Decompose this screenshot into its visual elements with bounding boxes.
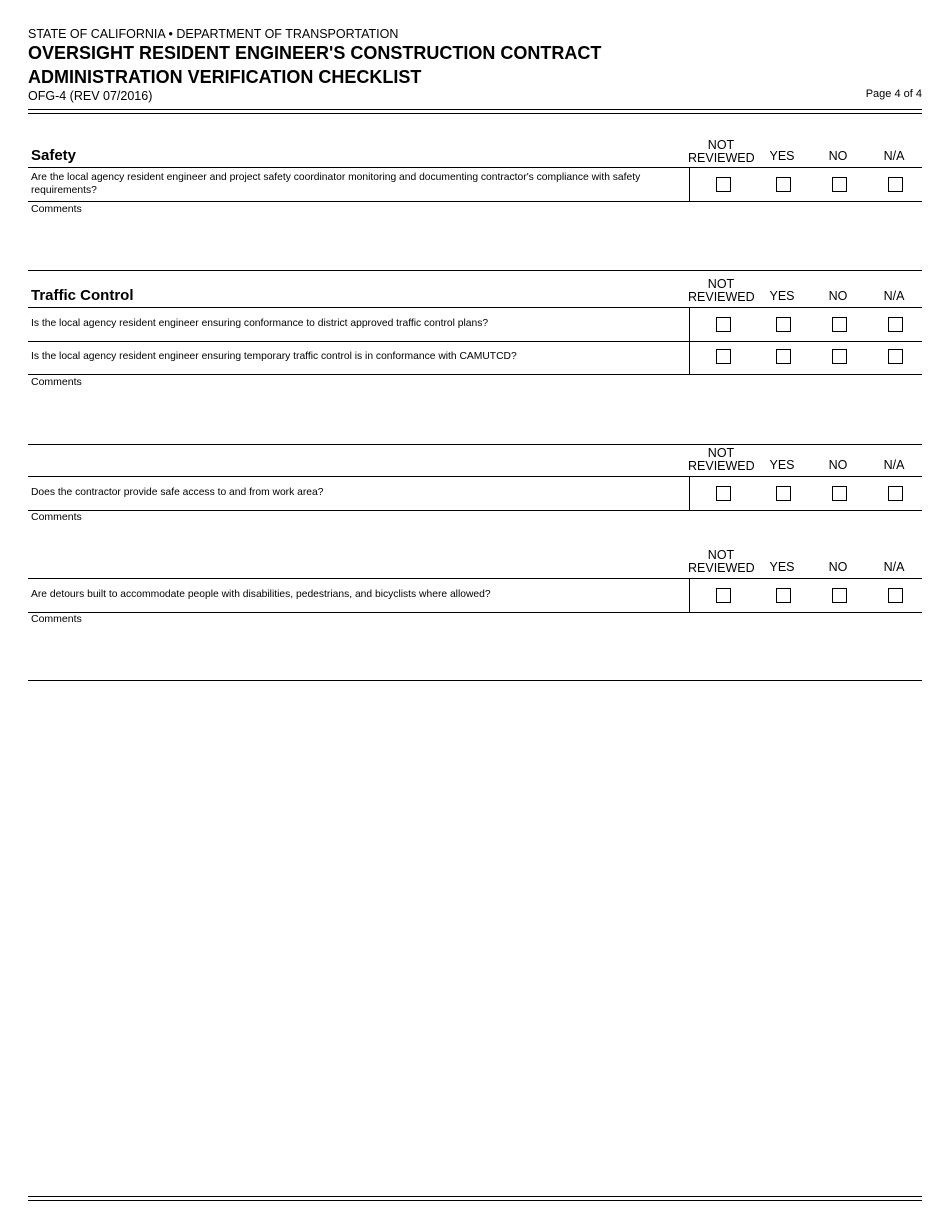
question-divider (689, 341, 690, 374)
checkbox-na[interactable] (888, 588, 903, 603)
col-header-reviewed: REVIEWED (688, 290, 755, 304)
checkbox-yes[interactable] (776, 317, 791, 332)
col-header-not: NOT (707, 446, 735, 460)
footer-rule-bottom (28, 1200, 922, 1201)
checkbox-not-reviewed[interactable] (716, 486, 731, 501)
checkbox-not-reviewed[interactable] (716, 177, 731, 192)
checkbox-not-reviewed[interactable] (716, 317, 731, 332)
col-header-reviewed: REVIEWED (688, 151, 755, 165)
question-row (28, 307, 922, 342)
question-text: Are the local agency resident engineer and project safety coordinator monitoring and documenting contractor's compliance with safety requirements? (31, 172, 641, 196)
col-header-not-reviewed (688, 447, 754, 473)
section-end-rule (28, 444, 922, 445)
col-header-yes: YES (769, 149, 795, 163)
section-end-rule (28, 680, 922, 681)
header-rule-top (28, 109, 922, 110)
checkbox-na[interactable] (888, 317, 903, 332)
agency-name: STATE OF CALIFORNIA • DEPARTMENT OF TRANSPORTATION (28, 27, 399, 41)
footer-rule-top (28, 1196, 922, 1197)
question-row (28, 578, 922, 613)
col-header-na: N/A (883, 289, 905, 303)
question-divider (689, 308, 690, 341)
section-title-safety: Safety (31, 147, 77, 164)
comments-label: Comments (31, 376, 82, 388)
col-header-yes: YES (769, 560, 795, 574)
col-header-no: NO (828, 289, 848, 303)
checkbox-no[interactable] (832, 349, 847, 364)
question-text: Is the local agency resident engineer ensuring temporary traffic control is in conformance with CAMUTCD? (31, 351, 517, 362)
checkbox-na[interactable] (888, 349, 903, 364)
comments-label: Comments (31, 203, 82, 215)
comments-label: Comments (31, 613, 82, 625)
header-rule-bottom (28, 113, 922, 114)
checkbox-no[interactable] (832, 486, 847, 501)
col-header-reviewed: REVIEWED (688, 459, 755, 473)
col-header-yes: YES (769, 458, 795, 472)
question-row (28, 341, 922, 375)
col-header-not-reviewed (688, 278, 754, 304)
col-header-na: N/A (883, 458, 905, 472)
question-row (28, 476, 922, 511)
question-divider (689, 579, 690, 612)
col-header-reviewed: REVIEWED (688, 561, 755, 575)
form-title-line-1: OVERSIGHT RESIDENT ENGINEER'S CONSTRUCTION CONTRACT (28, 43, 602, 63)
question-text: Does the contractor provide safe access to and from work area? (31, 487, 324, 498)
col-header-not: NOT (707, 548, 735, 562)
checkbox-yes[interactable] (776, 486, 791, 501)
checkbox-yes[interactable] (776, 588, 791, 603)
section-end-rule (28, 270, 922, 271)
section-title-traffic-control: Traffic Control (31, 287, 134, 304)
question-text: Are detours built to accommodate people with disabilities, pedestrians, and bicyclists where allowed? (31, 589, 491, 600)
col-header-no: NO (828, 560, 848, 574)
form-title-line-2: ADMINISTRATION VERIFICATION CHECKLIST (28, 67, 422, 87)
question-divider (689, 168, 690, 201)
col-header-not: NOT (707, 138, 735, 152)
col-header-na: N/A (883, 149, 905, 163)
checkbox-not-reviewed[interactable] (716, 588, 731, 603)
checkbox-yes[interactable] (776, 177, 791, 192)
checkbox-no[interactable] (832, 317, 847, 332)
checkbox-yes[interactable] (776, 349, 791, 364)
col-header-no: NO (828, 149, 848, 163)
col-header-na: N/A (883, 560, 905, 574)
col-header-no: NO (828, 458, 848, 472)
col-header-yes: YES (769, 289, 795, 303)
col-header-not-reviewed (688, 139, 754, 165)
question-text: Is the local agency resident engineer ensuring conformance to district approved traffic control plans? (31, 318, 489, 329)
checkbox-no[interactable] (832, 588, 847, 603)
page-number: Page 4 of 4 (865, 88, 922, 100)
question-divider (689, 477, 690, 510)
checkbox-no[interactable] (832, 177, 847, 192)
form-number: OFG-4 (REV 07/2016) (28, 89, 153, 103)
comments-label: Comments (31, 511, 82, 523)
form-title (28, 41, 601, 89)
checkbox-na[interactable] (888, 486, 903, 501)
checkbox-na[interactable] (888, 177, 903, 192)
question-row (28, 167, 922, 202)
checkbox-not-reviewed[interactable] (716, 349, 731, 364)
col-header-not: NOT (707, 277, 735, 291)
col-header-not-reviewed (688, 549, 754, 575)
